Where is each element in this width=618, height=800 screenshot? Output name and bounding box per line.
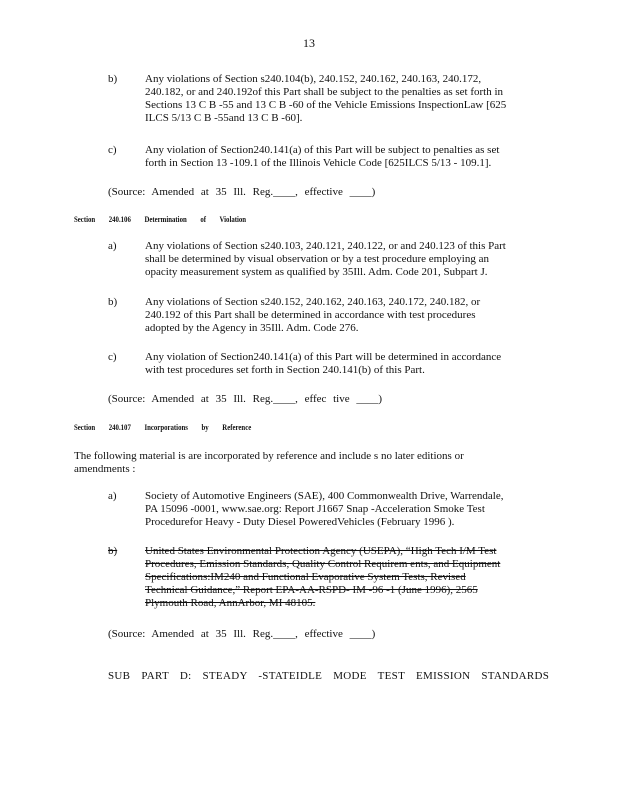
text-line: adopted by the Agency in 35Ill. Adm. Code 276. xyxy=(145,322,359,334)
item-label: c) xyxy=(108,351,117,363)
text-line: ILCS 5/13 C B -55and 13 C B -60]. xyxy=(145,112,303,124)
text-line: Sections 13 C B -55 and 13 C B -60 of the Vehicle Emissions InspectionLaw [625 xyxy=(145,99,507,111)
text-line: 240.192 of this Part shall be determined in accordance with test procedures xyxy=(145,309,476,321)
text-line: Plymouth Road, AnnArbor, MI 48105. xyxy=(145,597,316,609)
item-text xyxy=(145,296,537,335)
text-line: Procedures, Emission Standards, Quality Control Requirem ents, and Equipment xyxy=(145,558,501,570)
item-text xyxy=(145,351,537,377)
text-line: PA 15096 -0001, www.sae.org: Report J1667 Snap -Acceleration Smoke Test xyxy=(145,503,485,515)
item-text xyxy=(145,73,537,125)
text-line: opacity measurement system as qualified by 35Ill. Adm. Code 201, Subpart J. xyxy=(145,266,488,278)
item-text xyxy=(145,240,537,279)
text-line: Any violations of Section s240.104(b), 240.152, 240.162, 240.163, 240.172, xyxy=(145,73,482,85)
text-line: Any violations of Section s240.103, 240.121, 240.122, or and 240.123 of this Part xyxy=(145,240,506,252)
section-heading: Section 240.107 Incorporations by Reference xyxy=(74,423,252,432)
item-label: b) xyxy=(108,296,118,308)
text-line: The following material is are incorporated by reference and include s no later editions or xyxy=(74,450,464,462)
text-line: 240.182, or and 240.192of this Part shall be subject to the penalties as set forth in xyxy=(145,86,504,98)
item-label: a) xyxy=(108,240,117,252)
text-line: with test procedures set forth in Section 240.141(b) of this Part. xyxy=(145,364,425,376)
text-line: Procedurefor Heavy - Duty Diesel PoweredVehicles (February 1996 ). xyxy=(145,516,455,528)
item-label: b) xyxy=(108,73,118,85)
text-line: Any violations of Section s240.152, 240.162, 240.163, 240.172, 240.182, or xyxy=(145,296,481,308)
subpart-heading: SUB PART D: STEADY -STATEIDLE MODE TEST EMISSION STANDARDS xyxy=(108,670,550,682)
item-label: c) xyxy=(108,144,117,156)
source-note: (Source: Amended at 35 Ill. Reg.____, effective ____) xyxy=(108,628,376,640)
text-line: shall be determined by visual observation or by a test procedure employing an xyxy=(145,253,489,265)
text-line: amendments : xyxy=(74,463,136,475)
item-label: a) xyxy=(108,490,117,502)
page-number: 13 xyxy=(303,36,315,50)
source-note: (Source: Amended at 35 Ill. Reg.____, effec tive ____) xyxy=(108,393,383,405)
text-line: Any violation of Section240.141(a) of this Part will be subject to penalties as set xyxy=(145,144,500,156)
item-label: b) xyxy=(108,545,118,557)
section-heading: Section 240.106 Determination of Violation xyxy=(74,215,247,224)
text-line: Society of Automotive Engineers (SAE), 400 Commonwealth Drive, Warrendale, xyxy=(145,490,504,502)
source-note: (Source: Amended at 35 Ill. Reg.____, effective ____) xyxy=(108,186,376,198)
intro-paragraph xyxy=(74,450,504,476)
text-line: Any violation of Section240.141(a) of this Part will be determined in accordance xyxy=(145,351,502,363)
item-text xyxy=(145,144,537,170)
text-line: forth in Section 13 -109.1 of the Illinois Vehicle Code [625ILCS 5/13 - 109.1]. xyxy=(145,157,492,169)
text-line: Specifications:IM240 and Functional Evaporative System Tests, Revised xyxy=(145,571,466,583)
item-text xyxy=(145,545,537,610)
item-text xyxy=(145,490,537,529)
text-line: Technical Guidance,” Report EPA-AA-RSPD- IM -96 -1 (June 1996), 2565 xyxy=(145,584,478,596)
text-line: United States Environmental Protection Agency (USEPA), “High Tech I/M Test xyxy=(145,545,497,557)
